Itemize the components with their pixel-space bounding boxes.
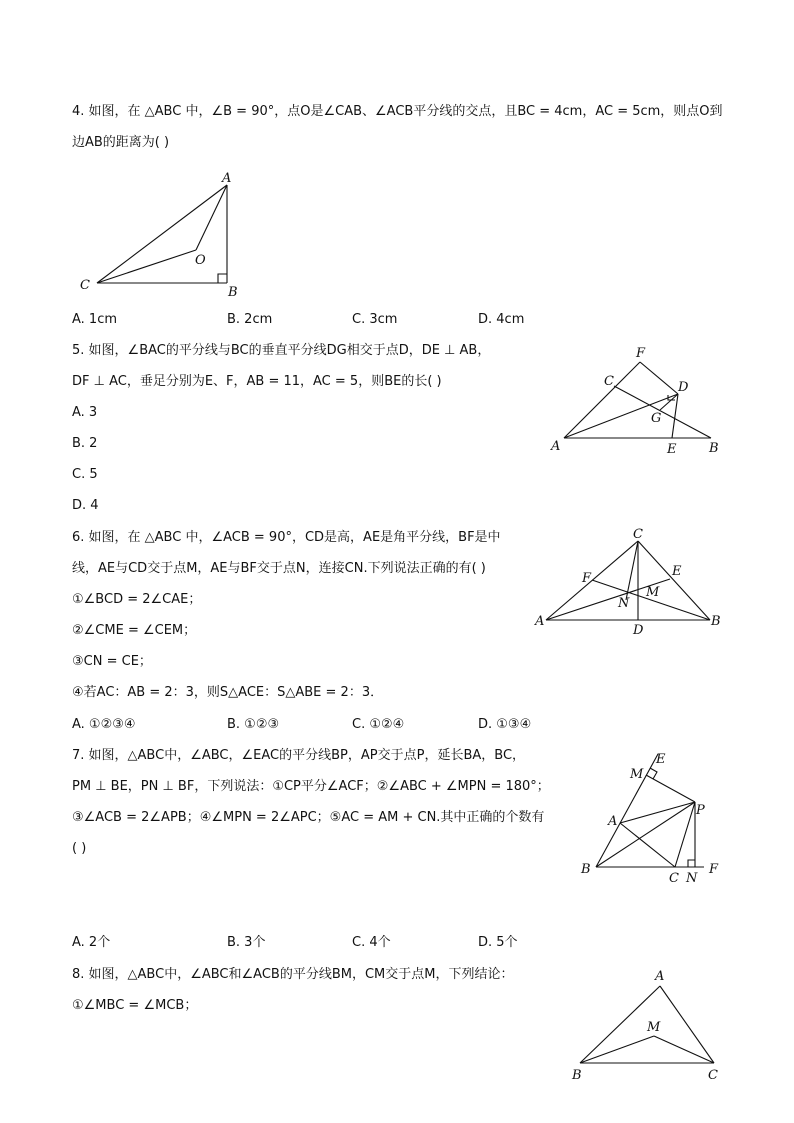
q4-label-a: A — [222, 171, 232, 186]
q6-label-a: A — [535, 614, 545, 629]
q7-label-a: A — [608, 814, 618, 829]
q6-label-n: N — [618, 596, 630, 611]
q8-text-line1: 8. 如图，△ABC中，∠ABC和∠ACB的平分线BM，CM交于点M，下列结论： — [72, 967, 514, 982]
q8-statement-1: ①∠MBC = ∠MCB； — [72, 998, 198, 1013]
q8-label-a: A — [655, 969, 665, 984]
q6-label-c: C — [633, 527, 643, 542]
q6-option-d[interactable]: D. ①③④ — [478, 717, 532, 732]
q8-label-m: M — [647, 1020, 661, 1035]
q5-line-af — [564, 362, 640, 438]
q6-label-e: E — [672, 564, 682, 579]
q7-option-b[interactable]: B. 3个 — [227, 935, 266, 950]
q6-figure — [532, 524, 727, 639]
q6-text-line2: 线，AE与CD交于点M，AE与BF交于点N，连接CN.下列说法正确的有( ) — [72, 561, 486, 576]
q7-text-line3: ③∠ACB = 2∠APB；④∠MPN = 2∠APC；⑤AC = AM + CN.其中正确的个数有 — [72, 810, 545, 825]
q6-option-b[interactable]: B. ①②③ — [227, 717, 280, 732]
q5-label-b: B — [709, 441, 719, 456]
q5-label-d: D — [678, 380, 689, 395]
q7-segment-ac — [620, 823, 675, 867]
q4-figure — [75, 165, 245, 300]
q7-ray-be — [596, 754, 658, 867]
q7-label-f: F — [709, 862, 719, 877]
q7-text-line4: ( ) — [72, 841, 87, 856]
q5-label-e: E — [667, 442, 677, 457]
q6-option-c[interactable]: C. ①②④ — [352, 717, 405, 732]
q8-label-c: C — [708, 1068, 718, 1083]
q8-label-b: B — [572, 1068, 582, 1083]
q6-statement-4: ④若AC：AB = 2：3，则S△ACE：S△ABE = 2：3． — [72, 685, 384, 700]
q5-segment-fd — [640, 362, 678, 394]
q6-statement-2: ②∠CME = ∠CEM； — [72, 623, 197, 638]
q7-label-b: B — [581, 862, 591, 877]
q5-label-f: F — [636, 346, 646, 361]
q5-segment-dg — [660, 394, 678, 410]
q7-label-c: C — [669, 871, 679, 886]
q5-label-g: G — [651, 411, 662, 426]
q8-bisector-bm — [580, 1036, 654, 1063]
q5-option-b[interactable]: B. 2 — [72, 436, 98, 451]
q4-segment-oa — [196, 185, 227, 250]
q4-option-a[interactable]: A. 1cm — [72, 312, 118, 327]
q7-segment-ap — [620, 802, 695, 823]
q7-option-d[interactable]: D. 5个 — [478, 935, 518, 950]
q4-text-line1: 4. 如图，在 △ABC 中，∠B = 90°，点O是∠CAB、∠ACB平分线的交点，且BC = 4cm，AC = 5cm，则点O到 — [72, 104, 723, 119]
q4-option-c[interactable]: C. 3cm — [352, 312, 398, 327]
q6-statement-3: ③CN = CE； — [72, 654, 152, 669]
q5-figure — [548, 342, 728, 460]
q7-bisector-bp — [596, 802, 695, 867]
q4-label-c: C — [80, 278, 90, 293]
q6-label-b: B — [711, 614, 721, 629]
q6-option-a[interactable]: A. ①②③④ — [72, 717, 136, 732]
q4-label-o: O — [195, 253, 206, 268]
q5-label-c: C — [604, 374, 614, 389]
q5-option-c[interactable]: C. 5 — [72, 467, 98, 482]
q5-option-d[interactable]: D. 4 — [72, 498, 99, 513]
q5-option-a[interactable]: A. 3 — [72, 405, 98, 420]
q7-option-a[interactable]: A. 2个 — [72, 935, 111, 950]
q4-segment-co — [97, 250, 196, 283]
q6-statement-1: ①∠BCD = 2∠CAE； — [72, 592, 202, 607]
q6-label-f: F — [582, 571, 592, 586]
q5-label-a: A — [551, 439, 561, 454]
q7-segment-cp — [675, 802, 695, 867]
q4-label-b: B — [228, 285, 238, 300]
q5-segment-de — [672, 394, 678, 438]
q7-figure — [572, 745, 732, 885]
q5-text-line1: 5. 如图，∠BAC的平分线与BC的垂直平分线DG相交于点D，DE ⊥ AB， — [72, 343, 491, 358]
q5-text-line2: DF ⊥ AC，垂足分别为E、F，AB = 11，AC = 5，则BE的长( ) — [72, 374, 442, 389]
q7-text-line2: PM ⊥ BE，PN ⊥ BF，下列说法：①CP平分∠ACF；②∠ABC + ∠MPN = 180°； — [72, 779, 550, 794]
q7-label-e: E — [656, 752, 666, 767]
q7-label-m: M — [630, 767, 644, 782]
q7-option-c[interactable]: C. 4个 — [352, 935, 391, 950]
q7-label-n: N — [686, 871, 698, 886]
q7-right-angle-mark-n — [688, 860, 695, 867]
q4-option-b[interactable]: B. 2cm — [227, 312, 273, 327]
q8-figure — [568, 965, 728, 1085]
q5-segment-cb — [614, 386, 711, 438]
q6-text-line1: 6. 如图，在 △ABC 中，∠ACB = 90°，CD是高，AE是角平分线，BF是中 — [72, 530, 501, 545]
q7-text-line1: 7. 如图，△ABC中，∠ABC，∠EAC的平分线BP，AP交于点P，延长BA，BC， — [72, 748, 526, 763]
q4-text-line2: 边AB的距离为( ) — [72, 135, 170, 150]
q4-side-ca — [97, 185, 227, 283]
q4-option-d[interactable]: D. 4cm — [478, 312, 525, 327]
q6-label-m: M — [646, 585, 660, 600]
q7-label-p: P — [696, 803, 705, 818]
q6-label-d: D — [633, 623, 644, 638]
q4-right-angle-mark — [218, 274, 227, 283]
